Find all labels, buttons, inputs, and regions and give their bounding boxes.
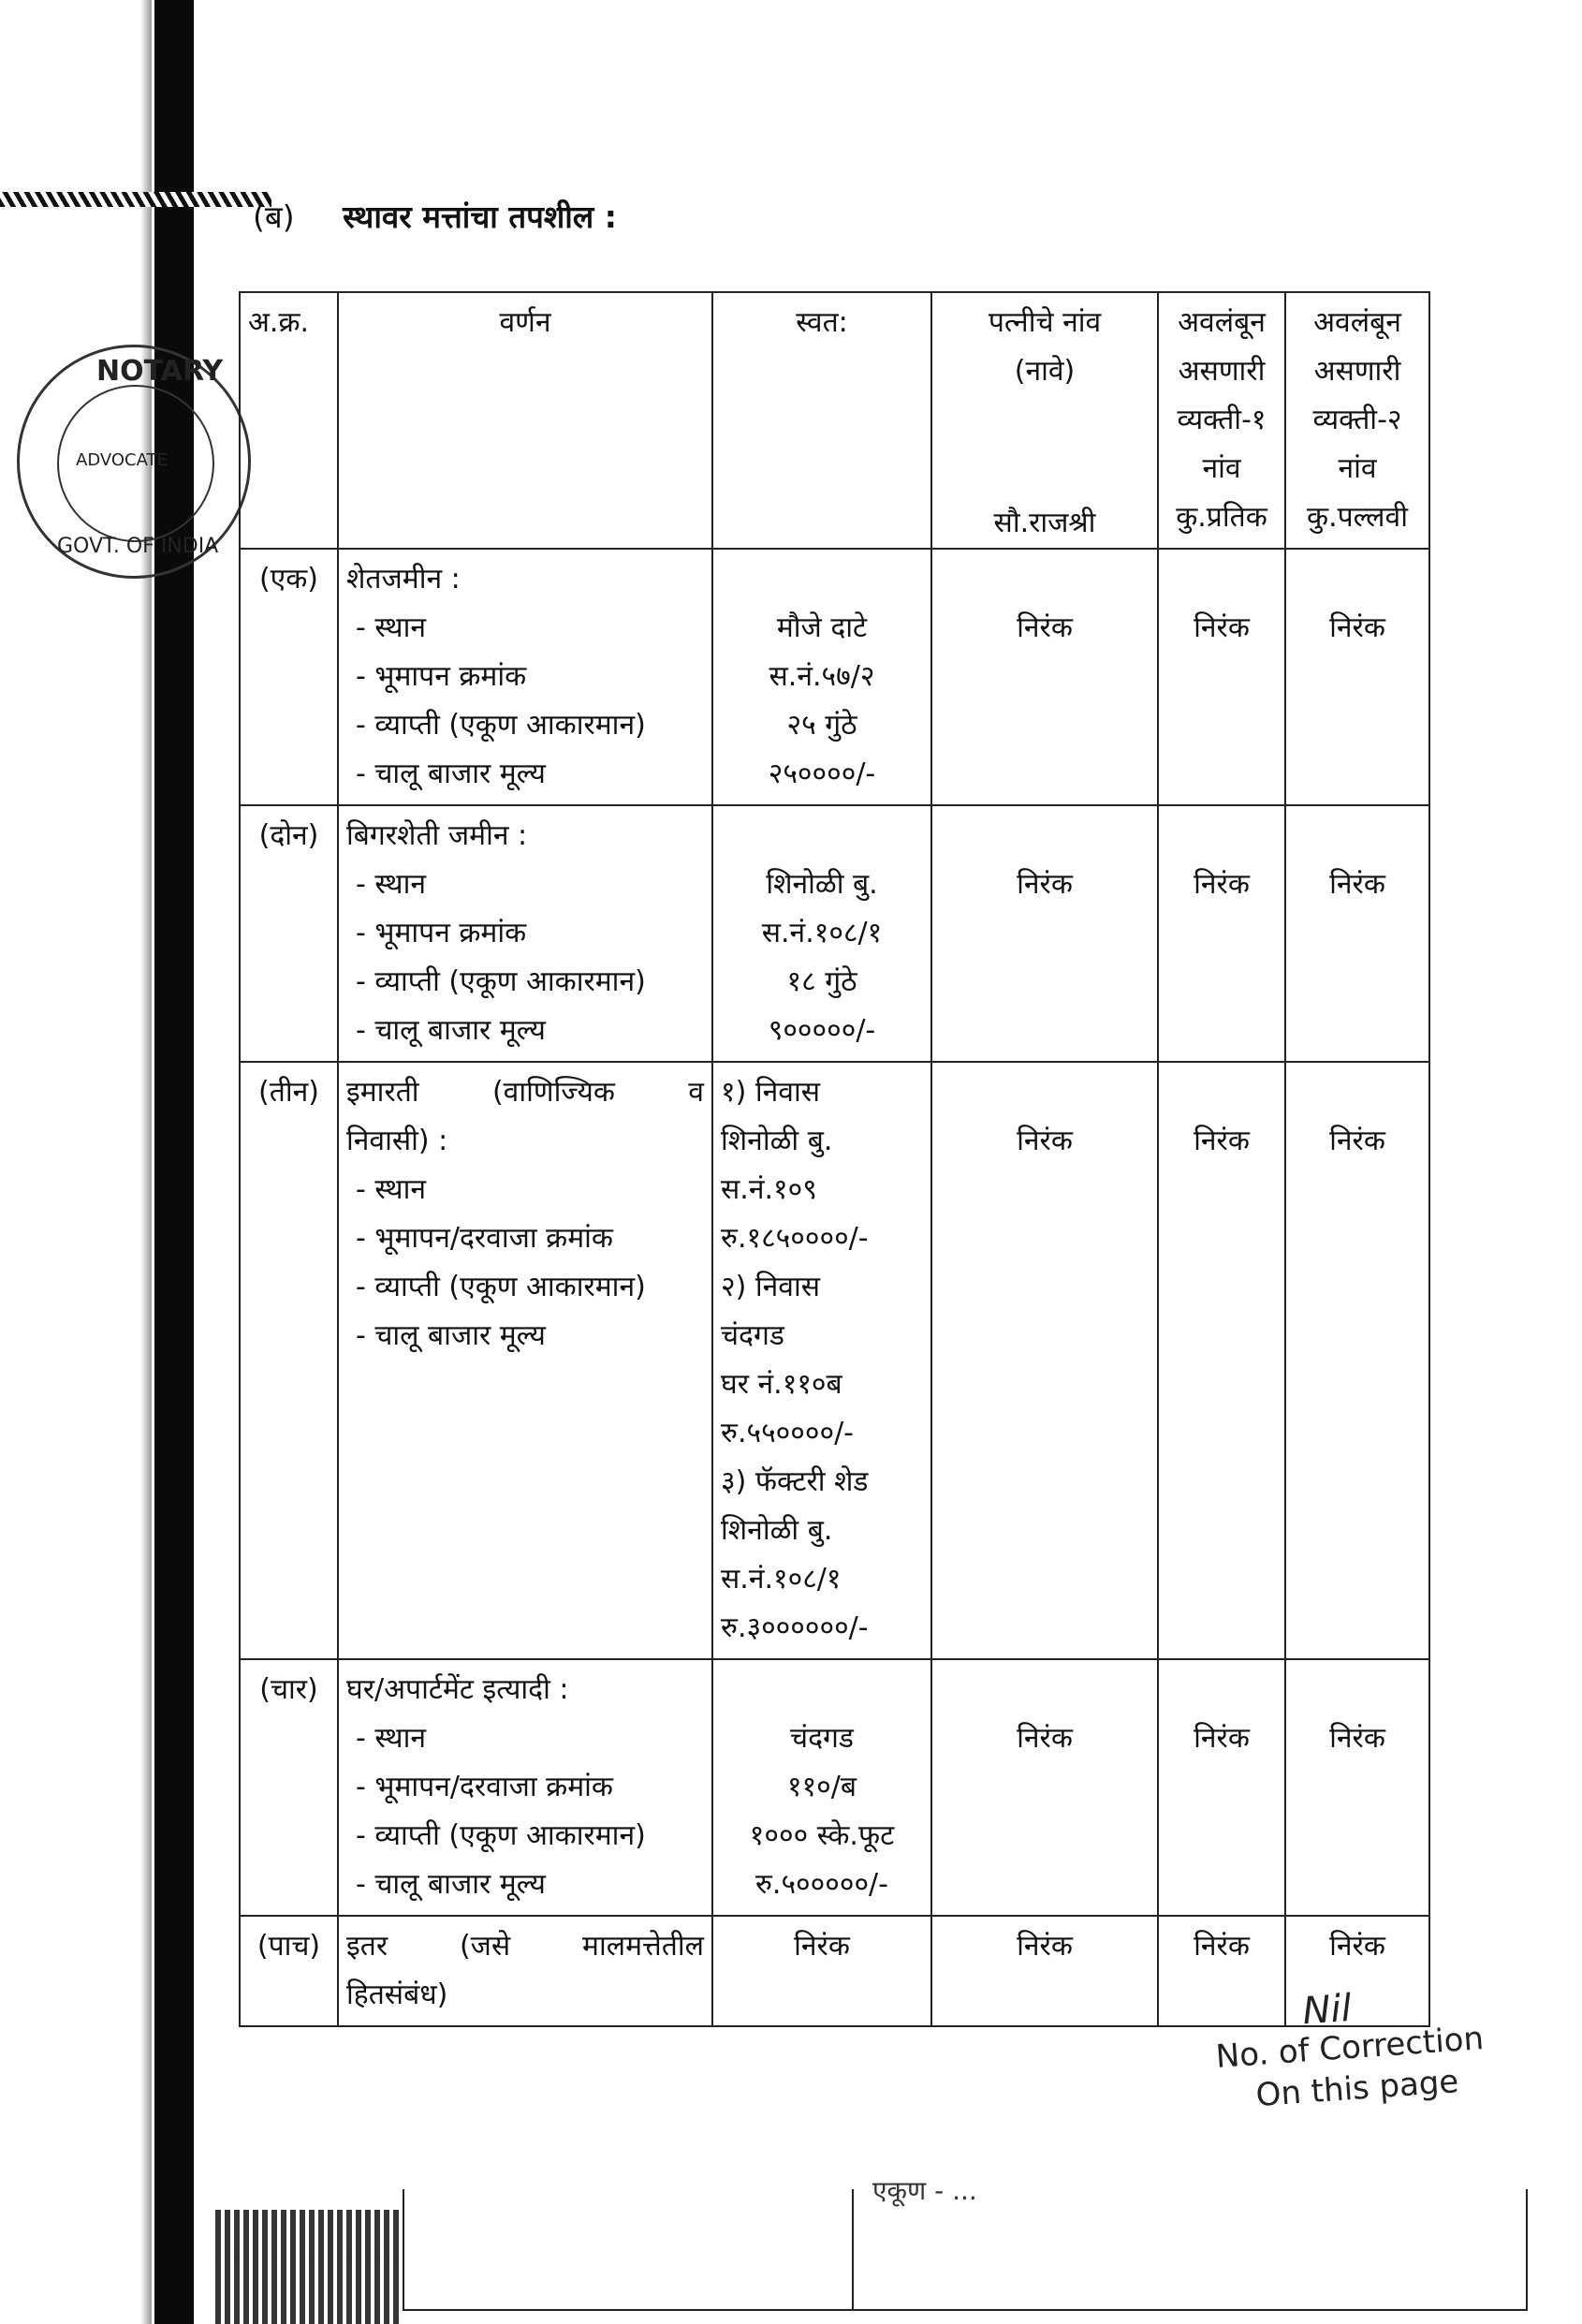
row-subitem: - व्याप्ती (एकूण आकारमान) <box>356 709 646 742</box>
self-value: शिनोळी बु. <box>721 1514 833 1547</box>
row-description <box>338 805 712 1062</box>
row-dependent-1 <box>1158 1062 1285 1659</box>
row-sr: (चार) <box>240 1659 338 1916</box>
correction-note <box>1214 1986 1487 2119</box>
spouse-value: निरंक <box>1017 1125 1073 1157</box>
dependent-2-value: निरंक <box>1329 1722 1385 1755</box>
row-dependent-1 <box>1158 805 1285 1062</box>
dependent-1-value: निरंक <box>1194 1125 1250 1157</box>
spouse-value: निरंक <box>1017 868 1073 901</box>
row-subitem: - चालू बाजार मूल्य <box>356 1014 546 1047</box>
row-title-cont: निवासी) : <box>346 1125 448 1157</box>
row-dependent-2 <box>1285 1659 1429 1916</box>
dependent-2-name: कु.पल्लवी <box>1307 501 1408 534</box>
row-description <box>338 1062 712 1659</box>
row-title: बिगरशेती जमीन : <box>346 819 528 852</box>
row-subitem: - व्याप्ती (एकूण आकारमान) <box>356 1819 646 1852</box>
row-subitem: - भूमापन/दरवाजा क्रमांक <box>356 1771 613 1803</box>
self-value: २) निवास <box>721 1271 820 1303</box>
stamp-text-bottom: GOVT. OF INDIA <box>57 535 219 558</box>
row-subitem: - व्याप्ती (एकूण आकारमान) <box>356 965 646 998</box>
row-subitem: - भूमापन क्रमांक <box>356 660 527 693</box>
next-table-fragment <box>403 2175 1528 2311</box>
self-value: रु.१८५००००/- <box>721 1222 869 1255</box>
binding-thread <box>0 192 271 207</box>
row-dependent-1 <box>1158 1916 1285 2026</box>
section-heading <box>253 195 617 237</box>
row-sr: (पाच) <box>240 1916 338 2026</box>
dependent-2-value: निरंक <box>1329 1930 1385 1963</box>
row-sr: (तीन) <box>240 1062 338 1659</box>
self-value: शिनोळी बु. <box>766 868 878 901</box>
row-dependent-1 <box>1158 549 1285 805</box>
dependent-2-value: निरंक <box>1329 1125 1385 1157</box>
row-self <box>712 1659 931 1916</box>
row-spouse <box>931 1659 1158 1916</box>
self-value: १८ गुंठे <box>786 965 857 998</box>
row-subitem: - स्थान <box>356 1173 427 1206</box>
row-spouse <box>931 1916 1158 2026</box>
row-self <box>712 1062 931 1659</box>
stamp-text-top: NOTARY <box>96 355 224 388</box>
total-fragment: एकूण - ... <box>872 2175 977 2206</box>
row-title: घर/अपार्टमेंट इत्यादी : <box>346 1673 569 1706</box>
row-subitem: - चालू बाजार मूल्य <box>356 758 546 790</box>
spouse-label: पत्नीचे नांव (नावे) <box>988 306 1102 388</box>
dependent-1-value: निरंक <box>1194 611 1250 644</box>
row-description <box>338 1659 712 1916</box>
table-header-row <box>240 292 1429 549</box>
dependent-2-label: अवलंबून असणारी व्यक्ती-२ नांव <box>1312 306 1402 485</box>
table-row <box>240 1916 1429 2026</box>
table-row <box>240 1659 1429 1916</box>
correction-line-1: No. of Correction <box>1214 2020 1486 2077</box>
spouse-value: निरंक <box>1017 1930 1073 1963</box>
dependent-2-value: निरंक <box>1329 611 1385 644</box>
handwritten-nil: Nil <box>1301 1986 1354 2034</box>
row-dependent-2 <box>1285 549 1429 805</box>
row-title: इतर (जसे मालमत्तेतील <box>346 1930 704 1963</box>
section-title: स्थावर मत्तांचा तपशील : <box>343 199 617 235</box>
dependent-2-value: निरंक <box>1329 868 1385 901</box>
self-value: मौजे दाटे <box>776 611 868 644</box>
dependent-1-value: निरंक <box>1194 1930 1250 1963</box>
row-description <box>338 549 712 805</box>
row-subitem: - स्थान <box>356 1722 427 1755</box>
self-value: घर नं.११०ब <box>721 1368 842 1401</box>
self-value: स.नं.१०९ <box>721 1173 817 1206</box>
row-spouse <box>931 549 1158 805</box>
spouse-value: निरंक <box>1017 1722 1073 1755</box>
header-description: वर्णन <box>338 292 712 549</box>
self-value: १००० स्के.फूट <box>749 1819 895 1852</box>
header-dependent-2 <box>1285 292 1429 549</box>
stamp-text-mid: ADVOCATE <box>76 450 168 470</box>
row-dependent-1 <box>1158 1659 1285 1916</box>
header-spouse <box>931 292 1158 549</box>
row-self <box>712 1916 931 2026</box>
self-value: रु.५५००००/- <box>721 1417 855 1449</box>
row-subitem: - भूमापन/दरवाजा क्रमांक <box>356 1222 613 1255</box>
self-value: चंदगड <box>790 1722 854 1755</box>
row-description <box>338 1916 712 2026</box>
row-self <box>712 549 931 805</box>
row-subitem: - भूमापन क्रमांक <box>356 917 527 949</box>
self-value: २५००००/- <box>768 758 876 790</box>
self-value: १) निवास <box>721 1076 820 1109</box>
spouse-name: सौ.राजश्री <box>993 507 1096 539</box>
self-value: स.नं.५७/२ <box>769 660 875 693</box>
row-subitem: - व्याप्ती (एकूण आकारमान) <box>356 1271 646 1303</box>
notary-stamp <box>17 345 251 579</box>
self-value: ११०/ब <box>786 1771 857 1803</box>
row-sr: (एक) <box>240 549 338 805</box>
row-spouse <box>931 1062 1158 1659</box>
dependent-1-name: कु.प्रतिक <box>1176 501 1267 534</box>
self-value: चंदगड <box>721 1319 784 1352</box>
row-title: शेतजमीन : <box>346 563 461 596</box>
row-dependent-2 <box>1285 805 1429 1062</box>
correction-line-2: On this page <box>1254 2063 1460 2115</box>
row-subitem: - स्थान <box>356 611 427 644</box>
self-value: रु.३००००००/- <box>721 1611 869 1644</box>
self-value: रु.५०००००/- <box>754 1868 888 1901</box>
section-number: (ब) <box>253 199 295 235</box>
row-spouse <box>931 805 1158 1062</box>
row-title-cont: हितसंबंध) <box>346 1978 448 2011</box>
spouse-value: निरंक <box>1017 611 1073 644</box>
self-value: निरंक <box>794 1930 850 1963</box>
row-subitem: - चालू बाजार मूल्य <box>356 1868 546 1901</box>
self-value: ३) फॅक्टरी शेड <box>721 1465 869 1498</box>
self-value: ९०००००/- <box>768 1014 876 1047</box>
header-sr: अ.क्र. <box>240 292 338 549</box>
dependent-1-label: अवलंबून असणारी व्यक्ती-१ नांव <box>1177 306 1267 485</box>
table-row <box>240 805 1429 1062</box>
scan-smear <box>215 2210 403 2324</box>
self-value: शिनोळी बु. <box>721 1125 833 1157</box>
self-value: स.नं.१०८/१ <box>761 917 883 949</box>
table-row <box>240 1062 1429 1659</box>
header-self: स्वत: <box>712 292 931 549</box>
dependent-1-value: निरंक <box>1194 868 1250 901</box>
row-self <box>712 805 931 1062</box>
header-dependent-1 <box>1158 292 1285 549</box>
row-subitem: - चालू बाजार मूल्य <box>356 1319 546 1352</box>
self-value: स.नं.१०८/१ <box>721 1563 842 1596</box>
table-row <box>240 549 1429 805</box>
immovable-assets-table <box>239 291 1430 2027</box>
row-dependent-2 <box>1285 1062 1429 1659</box>
row-sr: (दोन) <box>240 805 338 1062</box>
self-value: २५ गुंठे <box>786 709 857 742</box>
row-subitem: - स्थान <box>356 868 427 901</box>
dependent-1-value: निरंक <box>1194 1722 1250 1755</box>
row-title: इमारती (वाणिज्यिक व <box>346 1076 704 1109</box>
